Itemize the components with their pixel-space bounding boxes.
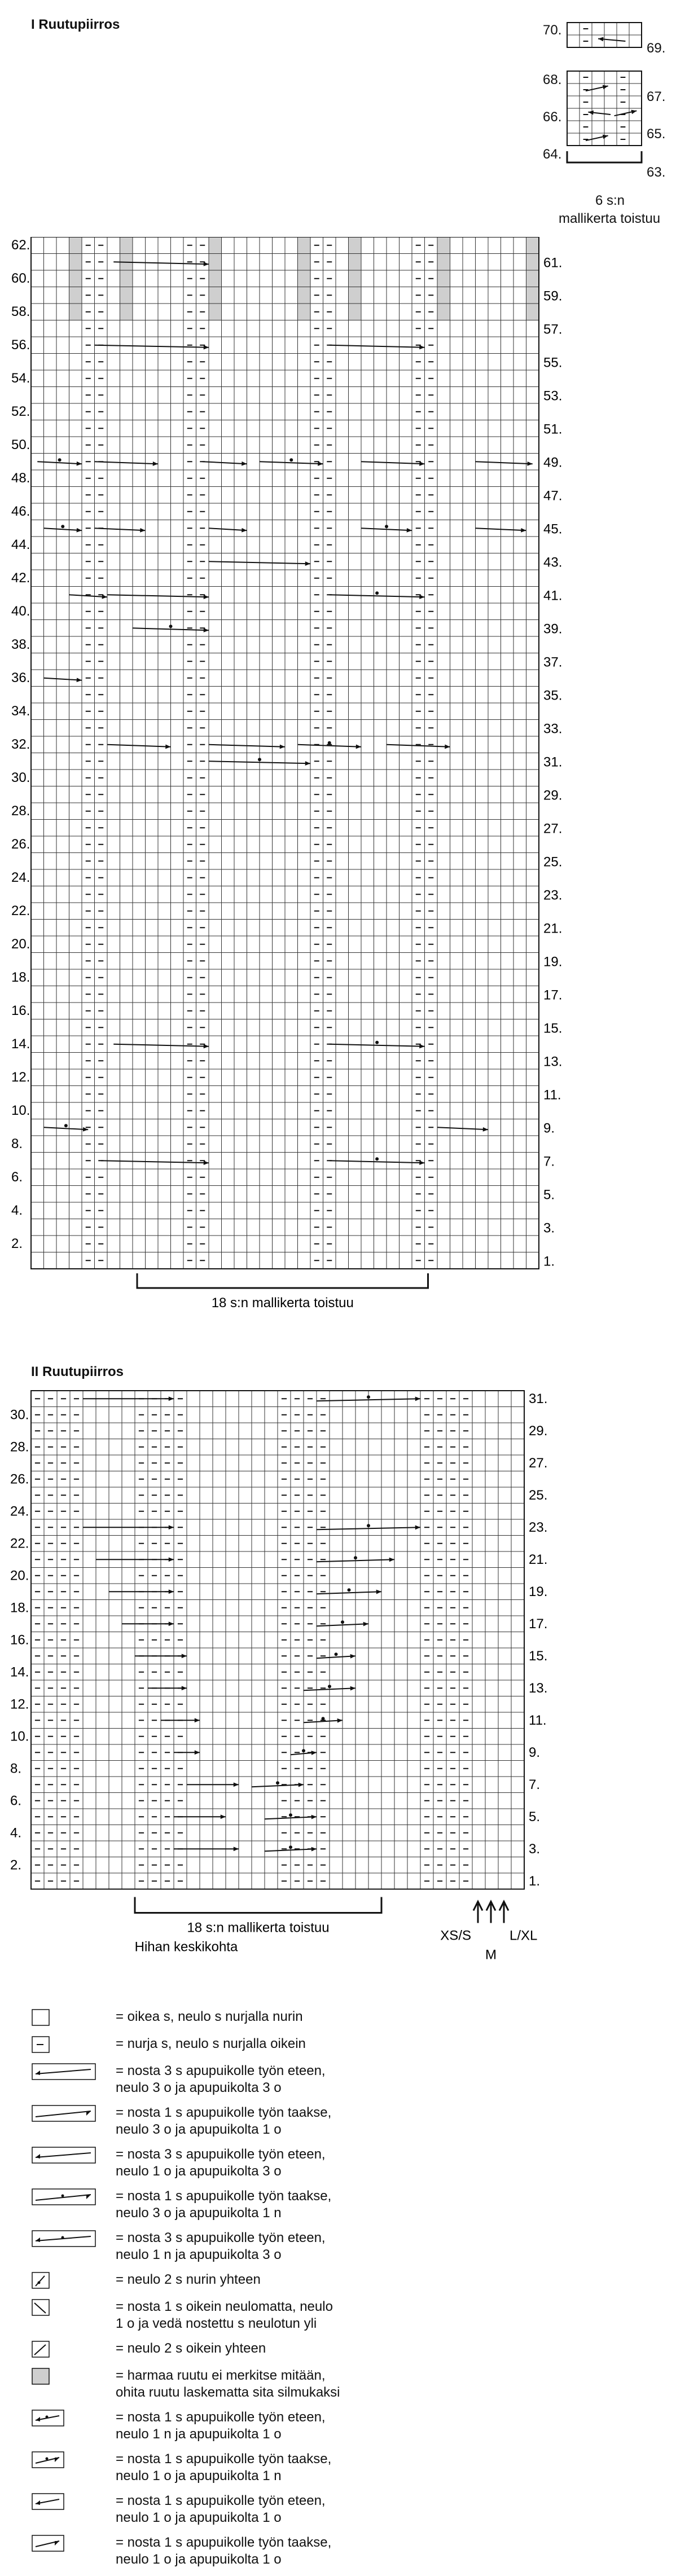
legend-symbol-c1front1n: [31, 2409, 116, 2428]
chart2-row-right-2: 27.: [529, 1456, 548, 1471]
legend-symbol-c3front: [31, 2063, 116, 2082]
chart1-repeat-label: 18 s:n mallikerta toistuu: [211, 1295, 354, 1311]
legend-text: = neulo 2 s nurin yhteen: [116, 2272, 261, 2287]
chart2-row-left-12: 6.: [10, 1793, 22, 1809]
chart1-row-left-20: 22.: [11, 903, 30, 918]
legend-text: = oikea s, neulo s nurjalla nurin: [116, 2009, 303, 2024]
chart2-row-right-10: 11.: [529, 1713, 547, 1728]
chart1-row-right-0: 61.: [543, 255, 563, 271]
chart1-row-right-27: 7.: [543, 1154, 555, 1170]
cable-arrow: [330, 345, 425, 348]
legend-text: = nosta 1 s apupuikolle työn taakse, neulo 3 o ja apupuikolta 1 o: [116, 2105, 332, 2137]
chart1-row-left-3: 56.: [11, 337, 30, 353]
chart2-row-left-6: 18.: [10, 1600, 29, 1616]
chart1-row-left-13: 36.: [11, 670, 30, 685]
cable-arrow: [260, 461, 323, 464]
legend-symbol-psso: [31, 2298, 116, 2318]
cable-arrow: [476, 461, 533, 464]
chart2-repeat-label: 18 s:n mallikerta toistuu: [187, 1920, 330, 1936]
chart1-row-left-21: 20.: [11, 937, 30, 952]
chart1-row-left-4: 54.: [11, 371, 30, 386]
chart1-row-left-2: 58.: [11, 304, 30, 319]
chart2-row-left-2: 26.: [10, 1471, 29, 1487]
chart1-row-left-29: 4.: [11, 1203, 23, 1218]
cable-arrow: [95, 461, 159, 464]
size-m: M: [485, 1947, 497, 1963]
chart1-row-right-9: 43.: [543, 555, 563, 570]
chart1-row-right-7: 47.: [543, 488, 563, 504]
legend-item: [31, 2340, 539, 2359]
cable-arrow: [44, 1127, 89, 1129]
legend-item: [31, 2146, 539, 2180]
legend-item: [31, 2298, 539, 2332]
chart2-row-left-7: 16.: [10, 1632, 29, 1648]
legend-text: = nosta 1 s apupuikolle työn taakse, neulo 1 o ja apupuikolta 1 o: [116, 2535, 332, 2567]
chart1-row-left-9: 44.: [11, 537, 30, 552]
chart1-row-right-17: 27.: [543, 821, 563, 837]
chart1-row-left-25: 12.: [11, 1070, 30, 1085]
chart1-row-right-4: 53.: [543, 388, 563, 404]
chart1-grid-wrap: [0, 237, 676, 1354]
chart2-grid: [0, 1388, 676, 1992]
chart1-row-left-5: 52.: [11, 404, 30, 419]
chart2-grid-wrap: [0, 1388, 676, 1992]
chart1-row-left-8: 46.: [11, 504, 30, 519]
legend-symbol-c1front1: [31, 2493, 116, 2512]
chart2-title: II Ruutupiirros: [31, 1364, 124, 1379]
chart2-row-right-11: 9.: [529, 1745, 541, 1760]
legend-text: = nosta 1 s apupuikolle työn taakse, neulo 3 o ja apupuikolta 1 n: [116, 2188, 332, 2221]
legend-item: [31, 2271, 539, 2291]
chart1-row-left-7: 48.: [11, 471, 30, 486]
chart2-row-right-9: 13.: [529, 1681, 548, 1696]
mini-row-67: 67.: [647, 89, 666, 104]
chart2-repeat-bracket: [135, 1897, 381, 1913]
chart2-row-right-14: 3.: [529, 1841, 541, 1857]
chart1-row-left-27: 8.: [11, 1136, 23, 1151]
legend-text: = nosta 1 s apupuikolle työn eteen, neulo 1 n ja apupuikolta 1 o: [116, 2410, 326, 2442]
cable-arrow: [317, 1592, 381, 1594]
legend-item: [31, 2063, 539, 2096]
chart1-row-left-17: 28.: [11, 803, 30, 819]
chart1-row-right-16: 29.: [543, 788, 563, 803]
cable-arrow: [107, 745, 171, 747]
legend-item: [31, 2008, 539, 2028]
mini-row-69: 69.: [647, 41, 666, 56]
legend-text: = nurja s, neulo s nurjalla oikein: [116, 2036, 306, 2051]
mini-row-65: 65.: [647, 126, 666, 142]
chart1-row-right-6: 49.: [543, 455, 563, 471]
chart1-row-right-20: 21.: [543, 921, 563, 937]
cable-arrow: [330, 1044, 425, 1047]
chart1-row-right-8: 45.: [543, 521, 563, 537]
legend-symbol-purl: [31, 2036, 116, 2055]
mini-row-68: 68.: [543, 72, 562, 87]
cable-arrow: [44, 528, 82, 530]
legend-text: = nosta 1 s apupuikolle työn eteen, neulo 1 o ja apupuikolta 1 o: [116, 2493, 326, 2525]
legend-symbol-p2tog: [31, 2271, 116, 2291]
chart2-row-left-8: 14.: [10, 1664, 29, 1680]
chart1-row-right-28: 5.: [543, 1187, 555, 1203]
chart1-row-right-29: 3.: [543, 1220, 555, 1236]
chart1-row-right-23: 15.: [543, 1021, 563, 1036]
legend-text: = nosta 3 s apupuikolle työn eteen, neulo 1 n ja apupuikolta 3 o: [116, 2230, 326, 2262]
chart1-row-left-0: 62.: [11, 238, 30, 253]
chart1-row-right-15: 31.: [543, 754, 563, 770]
mini-row-63: 63.: [647, 165, 666, 180]
legend-symbol-c3front1n: [31, 2230, 116, 2249]
legend-symbol-c1back3: [31, 2104, 116, 2124]
chart2-row-left-11: 8.: [10, 1761, 22, 1777]
legend-text: = nosta 1 s oikein neulomatta, neulo 1 o ja vedä nostettu s neulotun yli: [116, 2299, 333, 2331]
chart1-row-left-6: 50.: [11, 437, 30, 452]
chart1-row-left-11: 40.: [11, 604, 30, 619]
cable-arrow: [101, 1160, 209, 1163]
legend-item: [31, 2367, 539, 2401]
size-l-xl: L/XL: [510, 1928, 538, 1944]
chart2-row-right-12: 7.: [529, 1777, 541, 1792]
chart2-row-right-0: 31.: [529, 1391, 548, 1406]
legend-text: = nosta 1 s apupuikolle työn taakse, neulo 1 o ja apupuikolta 1 n: [116, 2451, 332, 2483]
chart1-row-right-22: 17.: [543, 987, 563, 1003]
chart2-row-left-14: 2.: [10, 1857, 22, 1873]
chart1-row-left-26: 10.: [11, 1103, 30, 1118]
chart1-row-left-18: 26.: [11, 837, 30, 852]
legend-symbol-c1back1: [31, 2534, 116, 2553]
chart2-row-left-3: 24.: [10, 1504, 29, 1519]
legend-item: [31, 2534, 539, 2568]
chart1-row-left-12: 38.: [11, 637, 30, 652]
mini-repeat-bracket: [567, 151, 642, 162]
cable-arrow: [203, 461, 247, 464]
chart1-row-right-19: 23.: [543, 887, 563, 903]
chart1-row-right-18: 25.: [543, 854, 563, 870]
chart1-title: I Ruutupiirros: [31, 17, 120, 32]
cable-arrow: [37, 461, 82, 464]
cable-arrow: [361, 461, 425, 464]
mini-row-70: 70.: [543, 23, 562, 38]
cable-arrow: [330, 595, 425, 597]
chart1-row-right-26: 9.: [543, 1120, 555, 1136]
chart2-row-right-7: 17.: [529, 1616, 548, 1632]
legend-symbol-k2tog: [31, 2340, 116, 2359]
chart2-row-right-13: 5.: [529, 1809, 541, 1825]
chart1-row-left-23: 16.: [11, 1003, 30, 1018]
legend-item: [31, 2409, 539, 2443]
legend-symbol-grey: [31, 2367, 116, 2386]
chart2-row-right-3: 25.: [529, 1488, 548, 1503]
chart1-grid: [0, 237, 676, 1354]
mini-row-66: 66.: [543, 109, 562, 125]
chart1-row-left-16: 30.: [11, 770, 30, 785]
chart2-row-left-9: 12.: [10, 1696, 29, 1712]
chart1-row-left-14: 34.: [11, 704, 30, 719]
chart2-row-left-5: 20.: [10, 1568, 29, 1584]
chart2-row-right-1: 29.: [529, 1423, 548, 1439]
chart1-row-left-1: 60.: [11, 271, 30, 286]
chart1-row-left-10: 42.: [11, 570, 30, 586]
chart2-sleeve-center: Hihan keskikohta: [134, 1939, 238, 1955]
legend: [31, 2008, 539, 2576]
chart2-row-left-10: 10.: [10, 1729, 29, 1744]
chart2-row-right-4: 23.: [529, 1520, 548, 1535]
legend-text: = harmaa ruutu ei merkitse mitään, ohita ruutu laskematta sita silmukaksi: [116, 2368, 340, 2400]
mini-row-64: 64.: [543, 147, 562, 162]
legend-text: = nosta 3 s apupuikolle työn eteen, neulo 1 o ja apupuikolta 3 o: [116, 2147, 326, 2179]
chart1-row-right-3: 55.: [543, 355, 563, 371]
cable-arrow: [330, 1160, 425, 1163]
chart2-row-left-13: 4.: [10, 1825, 22, 1841]
legend-item: [31, 2104, 539, 2138]
chart1-row-right-5: 51.: [543, 421, 563, 437]
chart1-row-right-2: 57.: [543, 322, 563, 337]
legend-item: [31, 2230, 539, 2263]
chart1-row-left-30: 2.: [11, 1236, 23, 1251]
cable-arrow: [44, 678, 82, 680]
chart2-row-right-15: 1.: [529, 1874, 541, 1889]
legend-text: = nosta 3 s apupuikolle työn eteen, neulo 3 o ja apupuikolta 3 o: [116, 2063, 326, 2095]
chart1-row-left-24: 14.: [11, 1036, 30, 1052]
legend-item: [31, 2188, 539, 2222]
chart1-repeat-bracket: [137, 1273, 428, 1288]
chart1-mini: [536, 17, 676, 231]
legend-symbol-c1back3n: [31, 2188, 116, 2207]
legend-item: [31, 2451, 539, 2485]
chart1-row-right-21: 19.: [543, 954, 563, 970]
chart2-row-right-8: 15.: [529, 1649, 548, 1664]
legend-text: = neulo 2 s oikein yhteen: [116, 2341, 266, 2356]
chart2-row-right-5: 21.: [529, 1552, 548, 1567]
chart1-row-right-25: 11.: [543, 1087, 561, 1103]
mini-repeat-count: 6 s:n: [595, 193, 625, 208]
cable-arrow: [209, 528, 247, 530]
legend-item: [31, 2036, 539, 2055]
size-xs-s: XS/S: [440, 1928, 471, 1944]
chart1-row-right-13: 35.: [543, 688, 563, 704]
chart2-row-left-0: 30.: [10, 1407, 29, 1423]
chart1-row-right-30: 1.: [543, 1254, 555, 1269]
legend-symbol-empty: [31, 2008, 116, 2028]
chart1-row-left-15: 32.: [11, 737, 30, 752]
chart1-row-right-12: 37.: [543, 654, 563, 670]
mini-repeat-label: mallikerta toistuu: [559, 211, 661, 226]
chart1-row-right-11: 39.: [543, 621, 563, 637]
chart1-row-left-22: 18.: [11, 970, 30, 985]
chart2-row-left-1: 28.: [10, 1439, 29, 1455]
chart1-row-right-24: 13.: [543, 1054, 563, 1070]
chart1-row-left-28: 6.: [11, 1170, 23, 1185]
chart1-row-left-19: 24.: [11, 870, 30, 885]
chart1-row-right-14: 33.: [543, 721, 563, 737]
chart1-row-right-1: 59.: [543, 288, 563, 304]
cable-arrow: [113, 1044, 209, 1047]
chart2-row-right-6: 19.: [529, 1584, 548, 1599]
legend-symbol-c3front1: [31, 2146, 116, 2165]
chart2-row-left-4: 22.: [10, 1536, 29, 1551]
chart1-row-right-10: 41.: [543, 588, 563, 604]
legend-item: [31, 2493, 539, 2526]
legend-symbol-c1back1n: [31, 2451, 116, 2470]
